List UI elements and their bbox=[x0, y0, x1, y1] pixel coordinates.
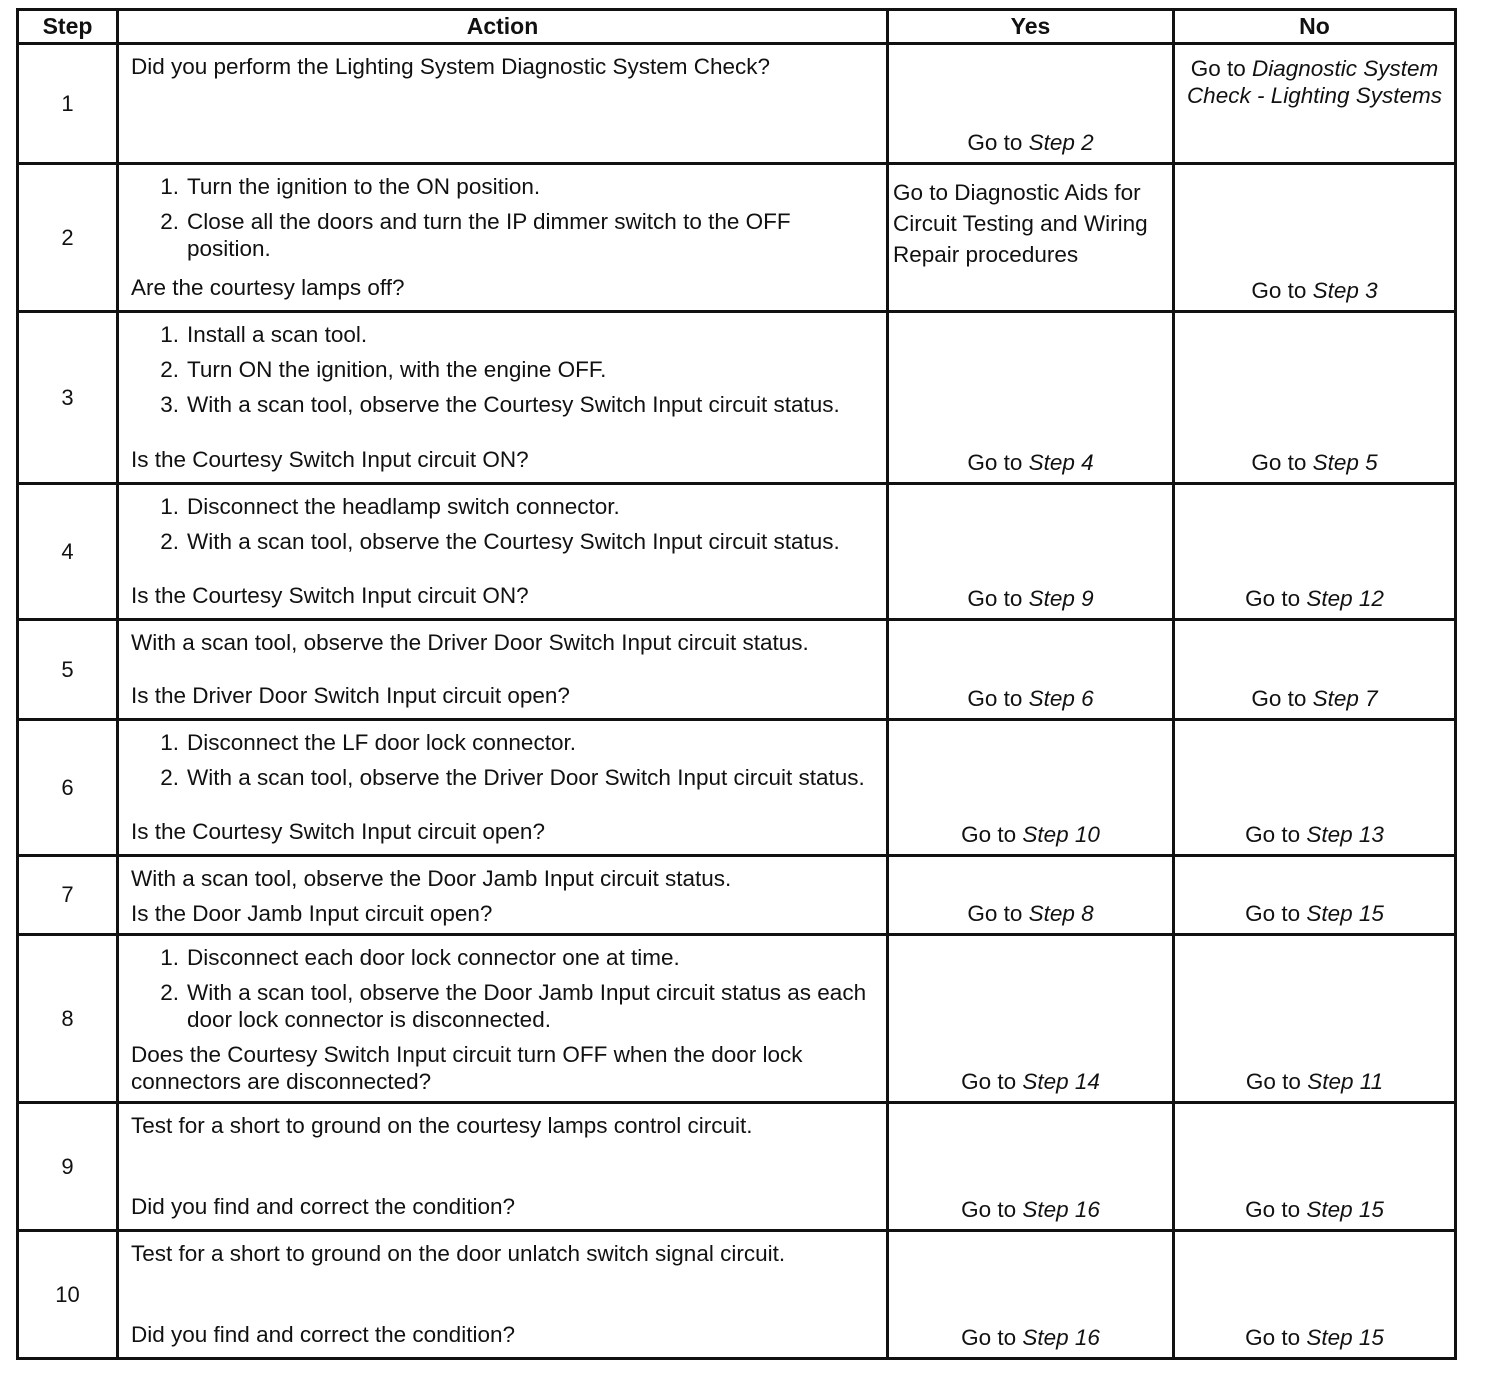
list-text: With a scan tool, observe the Courtesy Switch Input circuit status. bbox=[187, 529, 840, 554]
list-text: Close all the doors and turn the IP dimmer switch to the OFF position. bbox=[187, 209, 791, 261]
header-action: Action bbox=[118, 10, 888, 44]
action-steps bbox=[131, 729, 878, 799]
step-number: 10 bbox=[18, 1231, 118, 1359]
list-number: 3. bbox=[160, 392, 179, 417]
action-list bbox=[131, 944, 878, 1033]
yes-result bbox=[888, 620, 1174, 720]
table-row bbox=[18, 720, 1456, 856]
no-result-prefix: Go to bbox=[1245, 586, 1307, 611]
no-result-target: Diagnostic System Check - Lighting Systems bbox=[1186, 56, 1443, 108]
action-cell bbox=[118, 44, 888, 164]
action-content bbox=[131, 53, 878, 153]
action-steps bbox=[131, 321, 878, 426]
no-result-target: Step 3 bbox=[1312, 278, 1378, 303]
header-no: No bbox=[1174, 10, 1456, 44]
no-result-target: Step 15 bbox=[1306, 1325, 1384, 1350]
diagnostic-table bbox=[16, 8, 1457, 1360]
yes-result-target: Step 2 bbox=[1028, 130, 1094, 155]
action-cell bbox=[118, 1103, 888, 1231]
no-result bbox=[1174, 312, 1456, 484]
yes-result-prefix: Go to bbox=[961, 1069, 1023, 1094]
no-result-target: Step 11 bbox=[1307, 1069, 1384, 1094]
action-content bbox=[131, 944, 878, 1095]
action-list-item bbox=[131, 944, 878, 971]
action-question: Did you find and correct the condition? bbox=[131, 1194, 515, 1219]
step-number: 3 bbox=[18, 312, 118, 484]
action-question: Did you find and correct the condition? bbox=[131, 1322, 515, 1347]
yes-result-prefix: Go to bbox=[967, 130, 1029, 155]
no-result bbox=[1174, 484, 1456, 620]
no-result bbox=[1174, 620, 1456, 720]
action-content bbox=[131, 1112, 878, 1220]
action-question: Is the Door Jamb Input circuit open? bbox=[131, 901, 493, 926]
action-list bbox=[131, 493, 878, 555]
action-cell bbox=[118, 935, 888, 1103]
no-result bbox=[1174, 856, 1456, 935]
yes-result-target: Step 4 bbox=[1028, 450, 1094, 475]
table-row bbox=[18, 484, 1456, 620]
list-number: 1. bbox=[160, 730, 179, 755]
list-number: 1. bbox=[160, 945, 179, 970]
action-content bbox=[131, 493, 878, 609]
action-text: With a scan tool, observe the Door Jamb Input circuit status. bbox=[131, 866, 732, 891]
yes-result-target: Step 16 bbox=[1022, 1325, 1100, 1350]
step-number: 8 bbox=[18, 935, 118, 1103]
action-list-item bbox=[131, 208, 878, 262]
yes-result-target: Step 9 bbox=[1028, 586, 1094, 611]
no-result-target: Step 15 bbox=[1306, 901, 1384, 926]
no-result-prefix: Go to bbox=[1251, 278, 1313, 303]
action-content bbox=[131, 629, 878, 709]
list-text: Turn ON the ignition, with the engine OFF. bbox=[187, 357, 607, 382]
table-body bbox=[18, 44, 1456, 1359]
list-number: 1. bbox=[160, 174, 179, 199]
action-text: Test for a short to ground on the courtesy lamps control circuit. bbox=[131, 1113, 753, 1138]
action-steps bbox=[131, 1240, 878, 1275]
action-list-item bbox=[131, 173, 878, 200]
list-number: 2. bbox=[160, 529, 179, 554]
yes-result bbox=[888, 720, 1174, 856]
yes-result-target: Step 6 bbox=[1028, 686, 1094, 711]
action-text: With a scan tool, observe the Driver Door Switch Input circuit status. bbox=[131, 630, 809, 655]
action-question: Are the courtesy lamps off? bbox=[131, 275, 405, 300]
yes-result-prefix: Go to bbox=[961, 822, 1023, 847]
no-result-target: Step 7 bbox=[1312, 686, 1378, 711]
list-text: Disconnect the headlamp switch connector. bbox=[187, 494, 620, 519]
yes-result-prefix: Go to bbox=[967, 901, 1029, 926]
action-question: Is the Courtesy Switch Input circuit ON? bbox=[131, 583, 529, 608]
yes-result bbox=[888, 484, 1174, 620]
yes-result bbox=[888, 1103, 1174, 1231]
action-steps bbox=[131, 53, 878, 88]
list-number: 2. bbox=[160, 765, 179, 790]
no-result-prefix: Go to bbox=[1245, 822, 1307, 847]
step-number: 7 bbox=[18, 856, 118, 935]
list-number: 1. bbox=[160, 322, 179, 347]
no-result bbox=[1174, 1231, 1456, 1359]
no-result bbox=[1174, 720, 1456, 856]
action-text: Test for a short to ground on the door unlatch switch signal circuit. bbox=[131, 1241, 786, 1266]
action-steps bbox=[131, 173, 878, 270]
yes-result-target: Step 8 bbox=[1028, 901, 1094, 926]
yes-result bbox=[888, 856, 1174, 935]
list-text: With a scan tool, observe the Door Jamb Input circuit status as each door lock connector is disconnected. bbox=[187, 980, 867, 1032]
action-question: Is the Courtesy Switch Input circuit open? bbox=[131, 819, 545, 844]
no-result-target: Step 13 bbox=[1306, 822, 1384, 847]
action-cell bbox=[118, 720, 888, 856]
action-list bbox=[131, 729, 878, 791]
no-result bbox=[1174, 44, 1456, 164]
step-number: 9 bbox=[18, 1103, 118, 1231]
no-result-prefix: Go to bbox=[1245, 1197, 1307, 1222]
table-row bbox=[18, 1103, 1456, 1231]
table-row bbox=[18, 856, 1456, 935]
no-result-prefix: Go to bbox=[1251, 686, 1313, 711]
table-row bbox=[18, 935, 1456, 1103]
action-cell bbox=[118, 1231, 888, 1359]
action-steps bbox=[131, 493, 878, 563]
no-result-prefix: Go to bbox=[1251, 450, 1313, 475]
no-result-prefix: Go to bbox=[1245, 1325, 1307, 1350]
no-result bbox=[1174, 164, 1456, 312]
yes-result bbox=[888, 935, 1174, 1103]
yes-result-target: Step 16 bbox=[1022, 1197, 1100, 1222]
yes-result-target: Step 14 bbox=[1022, 1069, 1100, 1094]
action-question: Does the Courtesy Switch Input circuit turn OFF when the door lock connectors are disconnected? bbox=[131, 1042, 803, 1094]
action-content bbox=[131, 321, 878, 473]
no-result-target: Step 15 bbox=[1306, 1197, 1384, 1222]
table-row bbox=[18, 312, 1456, 484]
step-number: 1 bbox=[18, 44, 118, 164]
no-result bbox=[1174, 1103, 1456, 1231]
action-steps bbox=[131, 1112, 878, 1147]
action-content bbox=[131, 865, 878, 927]
action-list-item bbox=[131, 764, 878, 791]
action-list-item bbox=[131, 528, 878, 555]
action-question: Is the Driver Door Switch Input circuit open? bbox=[131, 683, 570, 708]
yes-result-prefix: Go to Diagnostic Aids for Circuit Testing and Wiring Repair procedures bbox=[893, 180, 1148, 267]
yes-result-prefix: Go to bbox=[961, 1325, 1023, 1350]
action-list-item bbox=[131, 321, 878, 348]
step-number: 6 bbox=[18, 720, 118, 856]
no-result-target: Step 12 bbox=[1306, 586, 1384, 611]
no-result bbox=[1174, 935, 1456, 1103]
table-row bbox=[18, 44, 1456, 164]
action-list-item bbox=[131, 729, 878, 756]
yes-result bbox=[888, 164, 1174, 312]
no-result-prefix: Go to bbox=[1245, 1069, 1308, 1094]
action-list bbox=[131, 173, 878, 262]
action-list-item bbox=[131, 979, 878, 1033]
no-result-prefix: Go to bbox=[1190, 56, 1252, 81]
action-content bbox=[131, 173, 878, 301]
list-text: Install a scan tool. bbox=[187, 322, 368, 347]
table-row bbox=[18, 1231, 1456, 1359]
action-steps bbox=[131, 629, 878, 664]
yes-result bbox=[888, 312, 1174, 484]
header-step: Step bbox=[18, 10, 118, 44]
yes-result bbox=[888, 44, 1174, 164]
yes-result-target: Step 10 bbox=[1022, 822, 1100, 847]
list-number: 2. bbox=[160, 357, 179, 382]
yes-result-prefix: Go to bbox=[967, 686, 1029, 711]
action-list-item bbox=[131, 493, 878, 520]
yes-result-prefix: Go to bbox=[967, 450, 1029, 475]
list-text: With a scan tool, observe the Driver Door Switch Input circuit status. bbox=[187, 765, 865, 790]
list-text: Turn the ignition to the ON position. bbox=[187, 174, 541, 199]
yes-result-prefix: Go to bbox=[961, 1197, 1023, 1222]
action-content bbox=[131, 729, 878, 845]
list-number: 1. bbox=[160, 494, 179, 519]
step-number: 2 bbox=[18, 164, 118, 312]
step-number: 4 bbox=[18, 484, 118, 620]
list-text: Disconnect each door lock connector one at time. bbox=[187, 945, 680, 970]
action-cell bbox=[118, 620, 888, 720]
list-text: Disconnect the LF door lock connector. bbox=[187, 730, 576, 755]
action-list-item bbox=[131, 391, 878, 418]
action-cell bbox=[118, 312, 888, 484]
list-number: 2. bbox=[160, 209, 179, 234]
action-text: Did you perform the Lighting System Diagnostic System Check? bbox=[131, 54, 771, 79]
list-text: With a scan tool, observe the Courtesy Switch Input circuit status. bbox=[187, 392, 840, 417]
header-yes: Yes bbox=[888, 10, 1174, 44]
header-row bbox=[18, 10, 1456, 44]
action-steps bbox=[131, 865, 878, 900]
action-list-item bbox=[131, 356, 878, 383]
action-question: Is the Courtesy Switch Input circuit ON? bbox=[131, 447, 529, 472]
action-cell bbox=[118, 856, 888, 935]
table-row bbox=[18, 620, 1456, 720]
no-result-prefix: Go to bbox=[1245, 901, 1307, 926]
no-result-target: Step 5 bbox=[1312, 450, 1378, 475]
action-steps bbox=[131, 944, 878, 1041]
yes-result-prefix: Go to bbox=[967, 586, 1029, 611]
action-cell bbox=[118, 484, 888, 620]
action-content bbox=[131, 1240, 878, 1348]
step-number: 5 bbox=[18, 620, 118, 720]
list-number: 2. bbox=[160, 980, 179, 1005]
table-row bbox=[18, 164, 1456, 312]
yes-result bbox=[888, 1231, 1174, 1359]
action-list bbox=[131, 321, 878, 418]
action-cell bbox=[118, 164, 888, 312]
